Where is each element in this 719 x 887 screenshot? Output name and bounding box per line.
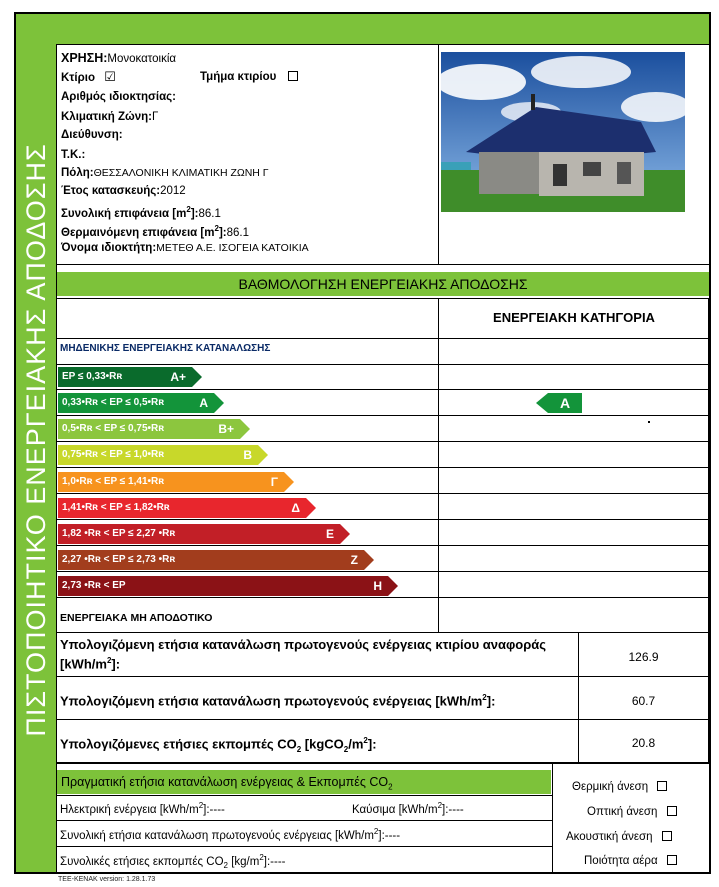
use-row: ΧΡΗΣΗ:Μονοκατοικία (61, 51, 177, 65)
actual-emissions-row: Συνολικές ετήσιες εκπομπές $CO_2$ $[kg/m^2]:----$ (60, 853, 286, 871)
year-row: Έτος κατασκευής:2012 (61, 185, 186, 197)
version-footer: TEE-KENAK version: 1.28.1.73 (58, 876, 156, 883)
primary-consumption-value: 60.7 (631, 694, 656, 708)
postcode-row: Τ.Κ.: (61, 149, 86, 161)
band-bar-a: 0,33•Rʀ < EP ≤ 0,5•Rʀ A (58, 393, 214, 413)
reference-consumption-value: 126.9 (628, 650, 659, 664)
address-row: Διεύθυνση: (61, 129, 123, 141)
comfort-thermal: Θερμική άνεση (572, 780, 667, 794)
fuel-row: Καύσιμα $[kWh/m^2]:----$ (352, 801, 464, 816)
band-bar-g: 1,0•Rʀ < EP ≤ 1,41•Rʀ Γ (58, 472, 284, 492)
building-part-checkbox[interactable] (288, 71, 298, 81)
band-bar-b-plus: 0,5•Rʀ < EP ≤ 0,75•Rʀ B+ (58, 419, 240, 439)
total-area-row: Συνολική επιφάνεια $[m^2]:86.1$ (61, 205, 221, 220)
top-efficiency-label: ΜΗΔΕΝΙΚΗΣ ΕΝΕΡΓΕΙΑΚΗΣ ΚΑΤΑΝΑΛΩΣΗΣ (60, 343, 271, 354)
comfort-acoustic: Ακουστική άνεση (566, 830, 672, 844)
band-bar-d: 1,41•Rʀ < EP ≤ 1,82•Rʀ Δ (58, 498, 306, 518)
comfort-air: Ποιότητα αέρα (584, 854, 677, 868)
actual-primary-row: Συνολική ετήσια κατανάλωση πρωτογενούς ενέργειας $[kWh/m^2]:----$ (60, 827, 401, 842)
current-class-indicator: A (536, 393, 582, 413)
band-bar-h: 2,73 •Rʀ < EP H (58, 576, 388, 596)
electric-energy-row: Ηλεκτρική ενέργεια $[kWh/m^2]:----$ (60, 801, 225, 816)
climate-zone-row: Κλιματική Ζώνη:Γ (61, 111, 159, 123)
building-part-row: Τμήμα κτιρίου (200, 70, 298, 84)
top-green-bar (16, 14, 709, 44)
building-checkbox[interactable]: ☑ (104, 69, 116, 84)
city-row: Πόλη:ΘΕΣΣΑΛΟΝΙΚΗ ΚΛΙΜΑΤΙΚΗ ΖΩΝΗ Γ (61, 167, 269, 179)
air-checkbox[interactable] (667, 855, 677, 865)
heated-area-row: Θερμαινόμενη επιφάνεια $[m^2]:86.1$ (61, 224, 249, 239)
co2-emissions-value: 20.8 (631, 736, 656, 750)
acoustic-checkbox[interactable] (662, 831, 672, 841)
building-type-row: Κτίριο ☑ (61, 69, 116, 84)
thermal-checkbox[interactable] (657, 781, 667, 791)
property-no-row: Αριθμός ιδιοκτησίας: (61, 91, 176, 103)
reference-consumption-label: Υπολογιζόμενη ετήσια κατανάλωση πρωτογενούς ενέργειας κτιρίου αναφοράς $[kWh/m^2]$: (60, 637, 547, 672)
primary-consumption-label: Υπολογιζόμενη ετήσια κατανάλωση πρωτογενούς ενέργειας $[kWh/m^2]$: (60, 693, 496, 709)
rating-header: ΒΑΘΜΟΛΟΓΗΣΗ ΕΝΕΡΓΕΙΑΚΗΣ ΑΠΟΔΟΣΗΣ (57, 272, 709, 296)
band-bar-e: 1,82 •Rʀ < EP ≤ 2,27 •Rʀ E (58, 524, 340, 544)
building-photo (441, 52, 685, 212)
vertical-title: ΠΙΣΤΟΠΟΙΗΤΙΚΟ ΕΝΕΡΓΕΙΑΚΗΣ ΑΠΟΔΟΣΗΣ (21, 143, 51, 737)
co2-emissions-label: Υπολογιζόμενες ετήσιες εκπομπές $CO_2$ $[kgCO_2/m^2]$: (60, 736, 377, 754)
category-header: ΕΝΕΡΓΕΙΑΚΗ ΚΑΤΗΓΟΡΙΑ (493, 310, 655, 325)
band-bar-a-plus: EP ≤ 0,33•Rʀ A+ (58, 367, 192, 387)
bottom-efficiency-label: ΕΝΕΡΓΕΙΑΚΑ ΜΗ ΑΠΟΔΟΤΙΚΟ (60, 612, 213, 624)
comfort-visual: Οπτική άνεση (587, 805, 677, 819)
band-bar-z: 2,27 •Rʀ < EP ≤ 2,73 •Rʀ Z (58, 550, 364, 570)
visual-checkbox[interactable] (667, 806, 677, 816)
owner-row: Όνομα ιδιοκτήτη:ΜΕΤΕΘ Α.Ε. ΙΣΟΓΕΙΑ ΚΑΤΟΙΚΙΑ (61, 242, 309, 254)
actual-consumption-header: Πραγματική ετήσια κατανάλωση ενέργειας & Εκπομπές $CO_2$ (57, 770, 551, 794)
band-bar-b: 0,75•Rʀ < EP ≤ 1,0•Rʀ B (58, 445, 258, 465)
dot-mark (648, 421, 650, 423)
